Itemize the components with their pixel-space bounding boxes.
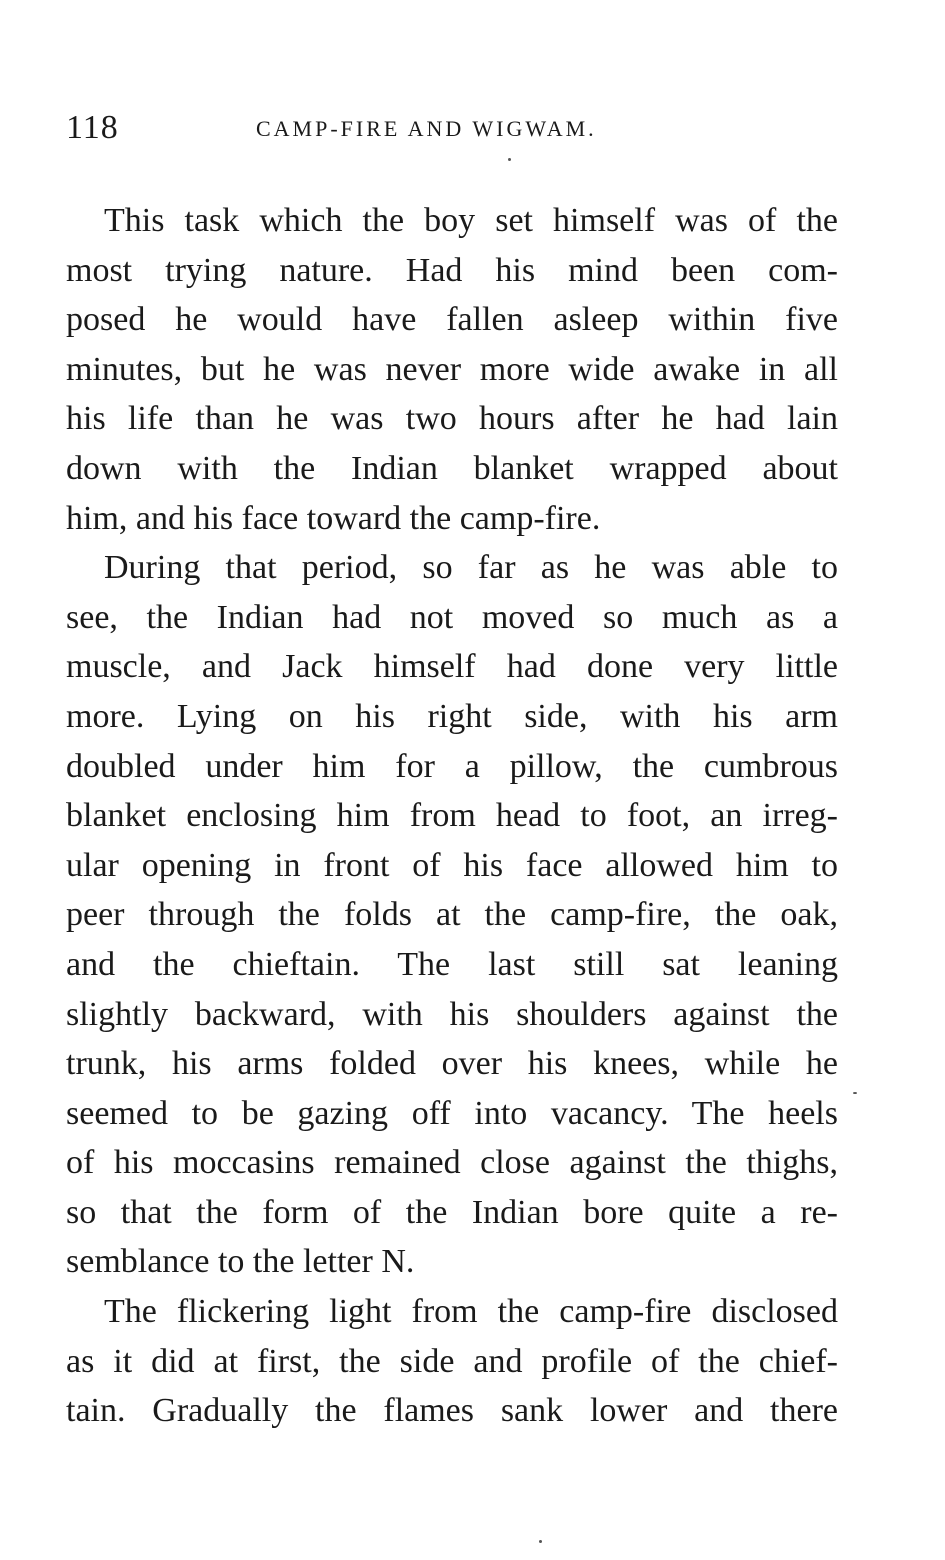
text-line: ular opening in front of his face allowed him to [66,846,838,884]
text-line: muscle, and Jack himself had done very little [66,648,838,686]
text-line: blanket enclosing him from head to foot, an irreg- [66,797,838,835]
scan-speck [853,1092,857,1094]
text-line: doubled under him for a pillow, the cumbrous [66,747,838,785]
text-line: seemed to be gazing off into vacancy. The heels [66,1094,838,1132]
scan-speck [508,158,511,161]
body-text [66,196,838,1436]
page-number: 118 [66,109,119,146]
running-title: CAMP-FIRE AND WIGWAM. [256,116,597,141]
paragraph-1 [66,196,838,543]
text-line: peer through the folds at the camp-fire, the oak, [66,896,838,934]
text-line: of his moccasins remained close against the thighs, [66,1144,838,1182]
text-line: as it did at first, the side and profile of the chief- [66,1342,838,1380]
text-line: slightly backward, with his shoulders against the [66,995,838,1033]
text-line: most trying nature. Had his mind been com- [66,251,838,289]
text-line: and the chieftain. The last still sat leaning [66,945,838,983]
text-line: so that the form of the Indian bore quite a re- [66,1193,838,1231]
text-line: The flickering light from the camp-fire disclosed [104,1293,838,1331]
text-line: down with the Indian blanket wrapped about [66,449,838,487]
text-line: more. Lying on his right side, with his arm [66,697,838,735]
text-line: posed he would have fallen asleep within five [66,301,838,339]
text-line: tain. Gradually the flames sank lower and there [66,1392,838,1430]
text-line: his life than he was two hours after he had lain [66,400,838,438]
scan-speck [539,1540,542,1543]
text-line: During that period, so far as he was able to [104,549,838,587]
text-line: trunk, his arms folded over his knees, while he [66,1045,838,1083]
text-line: minutes, but he was never more wide awake in all [66,350,838,388]
text-line: see, the Indian had not moved so much as a [66,598,838,636]
text-line: This task which the boy set himself was of the [104,202,838,239]
paragraph-2 [66,543,838,1287]
text-line: him, and his face toward the camp-fire. [66,499,601,537]
running-head [66,108,846,148]
paragraph-3 [66,1287,838,1436]
text-line: semblance to the letter N. [66,1243,415,1281]
